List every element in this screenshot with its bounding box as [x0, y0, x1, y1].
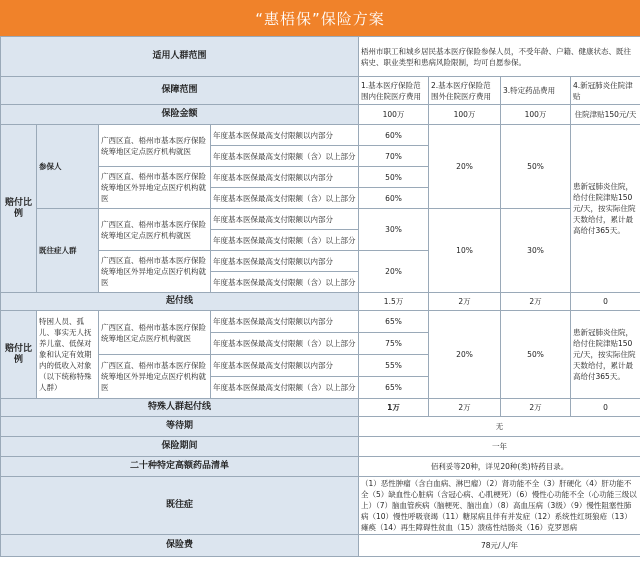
special-deductible-value-1: 1万	[359, 399, 429, 417]
tier-value: 55%	[359, 355, 429, 377]
special-deductible-label: 特殊人群起付线	[1, 399, 359, 417]
tier-value: 30%	[359, 209, 429, 251]
tier-value: 20%	[359, 251, 429, 293]
group-preexisting-label: 既往症人群	[37, 209, 99, 293]
applicable-label: 适用人群范围	[1, 37, 359, 77]
region-label: 广西区直、梧州市基本医疗保险统筹地区外异地定点医疗机构就医	[99, 355, 211, 399]
scope-label: 保障范围	[1, 77, 359, 105]
amount-value-1: 100万	[359, 105, 429, 125]
waiting-label: 等待期	[1, 417, 359, 437]
group-insured-col3: 50%	[501, 125, 571, 209]
preexisting-label: 既往症	[1, 477, 359, 535]
special-deductible-value-4: 0	[571, 399, 640, 417]
tier-label: 年度基本医保最高支付限额以内部分	[211, 355, 359, 377]
tier-label: 年度基本医保最高支付限额以内部分	[211, 125, 359, 146]
insurance-plan-table	[0, 36, 640, 557]
deductible-label: 起付线	[1, 293, 359, 311]
tier-value: 65%	[359, 311, 429, 333]
group-insured-col2: 20%	[429, 125, 501, 209]
period-value: 一年	[359, 437, 640, 457]
tier-value: 75%	[359, 333, 429, 355]
group-preexisting-col3: 30%	[501, 209, 571, 293]
deductible-value-2: 2万	[429, 293, 501, 311]
tier-label: 年度基本医保最高支付限额（含）以上部分	[211, 377, 359, 399]
drugs-value: 佰利妥等20种，详见20种(类)特药目录。	[359, 457, 640, 477]
tier-label: 年度基本医保最高支付限额（含）以上部分	[211, 272, 359, 293]
page-title: “惠梧保”保险方案	[0, 0, 640, 36]
special-deductible-value-3: 2万	[501, 399, 571, 417]
amount-label: 保险金额	[1, 105, 359, 125]
special-deductible-value-2: 2万	[429, 399, 501, 417]
deductible-value-1: 1.5万	[359, 293, 429, 311]
tier-value: 70%	[359, 146, 429, 167]
tier-label: 年度基本医保最高支付限额（含）以上部分	[211, 333, 359, 355]
drugs-label: 二十种特定高额药品清单	[1, 457, 359, 477]
tier-label: 年度基本医保最高支付限额以内部分	[211, 167, 359, 188]
group-insured-label: 参保人	[37, 125, 99, 209]
region-label: 广西区直、梧州市基本医疗保险统筹地区外异地定点医疗机构就医	[99, 251, 211, 293]
amount-value-4: 住院津贴150元/天	[571, 105, 640, 125]
premium-value: 78元/人/年	[359, 535, 640, 557]
scope-item-2: 2.基本医疗保险范围外住院医疗费用	[429, 77, 501, 105]
region-label: 广西区直、梧州市基本医疗保险统筹地区定点医疗机构就医	[99, 209, 211, 251]
tier-label: 年度基本医保最高支付限额（含）以上部分	[211, 188, 359, 209]
tier-value: 60%	[359, 188, 429, 209]
waiting-value: 无	[359, 417, 640, 437]
tier-label: 年度基本医保最高支付限额（含）以上部分	[211, 146, 359, 167]
group-preexisting-col2: 10%	[429, 209, 501, 293]
deductible-value-3: 2万	[501, 293, 571, 311]
special-col2: 20%	[429, 311, 501, 399]
amount-value-3: 100万	[501, 105, 571, 125]
scope-item-1: 1.基本医疗保险范围内住院医疗费用	[359, 77, 429, 105]
special-covid-allowance-text: 患新冠肺炎住院，给付住院津贴150元/天，按实际住院天数给付，累计最高给付365天。	[571, 311, 640, 399]
region-label: 广西区直、梧州市基本医疗保险统筹地区定点医疗机构就医	[99, 311, 211, 355]
tier-value: 60%	[359, 125, 429, 146]
period-label: 保险期间	[1, 437, 359, 457]
tier-label: 年度基本医保最高支付限额以内部分	[211, 251, 359, 272]
tier-value: 65%	[359, 377, 429, 399]
deductible-value-4: 0	[571, 293, 640, 311]
preexisting-value: （1）恶性肿瘤（含白血病、淋巴瘤）（2）肾功能不全（3）肝硬化（4）肝功能不全（5）缺血性心脏病（含冠心病、心肌梗死）（6）慢性心功能不全（心功能三级以上）（7）脑血管疾病（脑梗死、脑出血）（8）高血压病（3级）（9）慢性阻塞性肺病（10）慢性呼吸衰竭（11）糖尿病且伴有并发症（12）系统性红斑狼疮（13）瘫痪（14）再生障碍性贫血（15）溃疡性结肠炎（16）克罗恩病	[359, 477, 640, 535]
covid-allowance-text: 患新冠肺炎住院，给付住院津贴150元/天，按实际住院天数给付，累计最高给付365天。	[571, 125, 640, 293]
tier-value: 50%	[359, 167, 429, 188]
special-col3: 50%	[501, 311, 571, 399]
region-label: 广西区直、梧州市基本医疗保险统筹地区外异地定点医疗机构就医	[99, 167, 211, 209]
tier-label: 年度基本医保最高支付限额以内部分	[211, 311, 359, 333]
amount-value-2: 100万	[429, 105, 501, 125]
special-ratio-label: 赔付比例	[1, 311, 37, 399]
scope-item-3: 3.特定药品费用	[501, 77, 571, 105]
ratio-label: 赔付比例	[1, 125, 37, 293]
premium-label: 保险费	[1, 535, 359, 557]
region-label: 广西区直、梧州市基本医疗保险统筹地区定点医疗机构就医	[99, 125, 211, 167]
tier-label: 年度基本医保最高支付限额以内部分	[211, 209, 359, 230]
special-group-label: 特困人员、孤儿、事实无人抚养儿童、低保对象和认定有效期内的低收入对象（以下统称特殊人群）	[37, 311, 99, 399]
scope-item-4: 4.新冠肺炎住院津贴	[571, 77, 640, 105]
applicable-value: 梧州市职工和城乡居民基本医疗保险参保人员，不受年龄、户籍、健康状态、既往病史、职业类型和患病风险限制，均可自愿参保。	[359, 37, 640, 77]
tier-label: 年度基本医保最高支付限额（含）以上部分	[211, 230, 359, 251]
